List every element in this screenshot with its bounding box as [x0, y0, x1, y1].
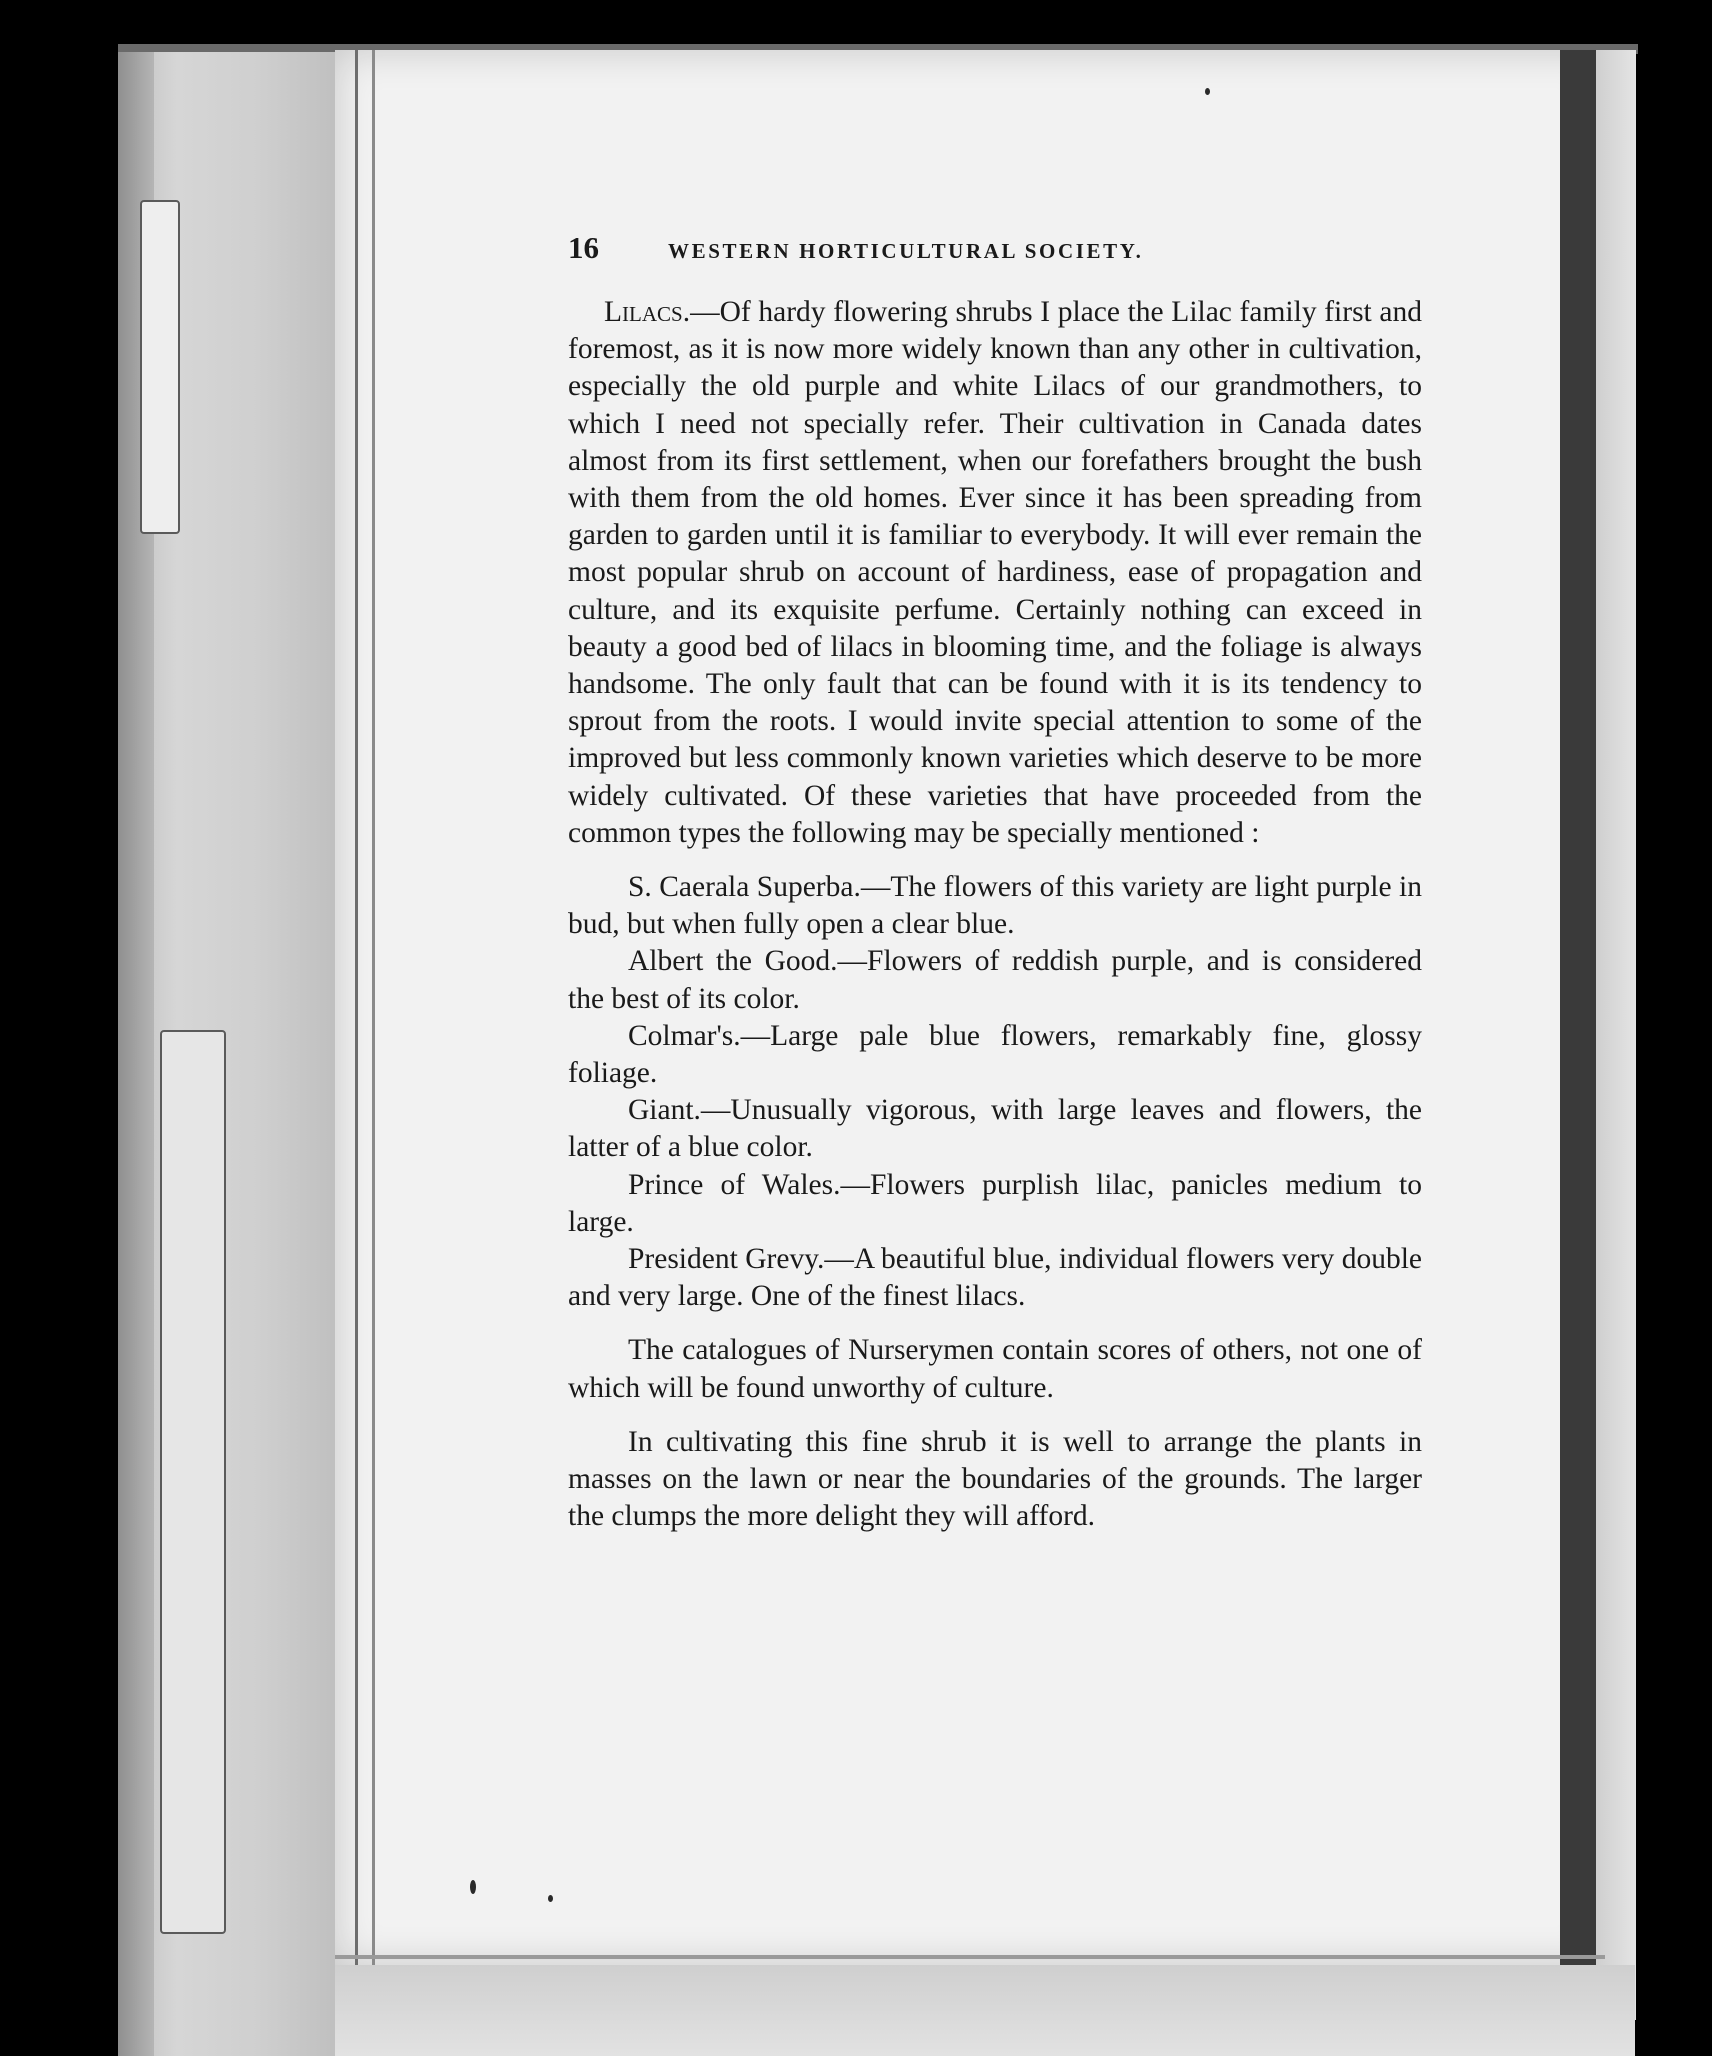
- torn-paper-fragment: [160, 1030, 226, 1934]
- ink-speck: [470, 1880, 476, 1894]
- variety-entry: Colmar's.—Large pale blue flowers, remarkably fine, glossy foliage.: [568, 1019, 1422, 1090]
- catalogue-paragraph: The catalogues of Nurserymen contain scores of others, not one of which will be found unworthy of culture.: [568, 1334, 1422, 1404]
- running-head-title: WESTERN HORTICULTURAL SOCIETY.: [668, 239, 1144, 263]
- cultivation-paragraph: In cultivating this fine shrub it is well to arrange the plants in masses on the lawn or near the boundaries of the grounds. The larger the clumps the more delight they will afford.: [568, 1425, 1422, 1533]
- ink-speck: [1205, 88, 1210, 95]
- variety-entry: President Grevy.—A beautiful blue, individual flowers very double and very large. One of the finest lilacs.: [568, 1243, 1422, 1313]
- right-binding-shadow: [1560, 50, 1596, 1965]
- ink-speck: [548, 1895, 553, 1902]
- torn-paper-fragment: [140, 200, 180, 534]
- page-gutter-line: [372, 50, 375, 1965]
- variety-entry: Albert the Good.—Flowers of reddish purple, and is considered the best of its color.: [568, 945, 1422, 1015]
- page-text: [568, 230, 1422, 1536]
- running-head: [568, 230, 1422, 280]
- variety-list: [568, 869, 1422, 1315]
- intro-paragraph-text: —Of hardy flowering shrubs I place the Lilac family first and foremost, as it is now more widely known than any other in cultivation, especially the old purple and white Lilacs of our grandmothers, to which I need not specially refer. Their cultivation in Canada dates almost from its first settlement, when our forefathers brought the bush with them from the old homes. Ever since it has been spreading from garden to garden until it is familiar to everybody. It will ever remain the most popular shrub on account of hardiness, ease of propagation and culture, and its exquisite perfume. Certainly nothing can exceed in beauty a good bed of lilacs in blooming time, and the foliage is always handsome. The only fault that can be found with it is its tendency to sprout from the roots. I would invite special attention to some of the improved but less commonly known varieties which deserve to be more widely cultivated. Of these varieties that have proceeded from the common types the following may be specially mentioned :: [568, 296, 1422, 849]
- page-gutter-line: [355, 50, 358, 1965]
- variety-entry: Giant.—Unusually vigorous, with large leaves and flowers, the latter of a blue color.: [568, 1094, 1422, 1164]
- bottom-page-edge: [335, 1965, 1635, 2056]
- intro-paragraph: [568, 294, 1422, 852]
- page-number: 16: [568, 230, 599, 265]
- variety-entry: Prince of Wales.—Flowers purplish lilac, panicles medium to large.: [568, 1168, 1422, 1238]
- page-bottom-line: [335, 1955, 1605, 1959]
- variety-entry: S. Caerala Superba.—The flowers of this variety are light purple in bud, but when fully open a clear blue.: [568, 871, 1422, 941]
- section-lead-word: Lilacs.: [604, 296, 691, 328]
- right-page-edge: [1596, 50, 1636, 2020]
